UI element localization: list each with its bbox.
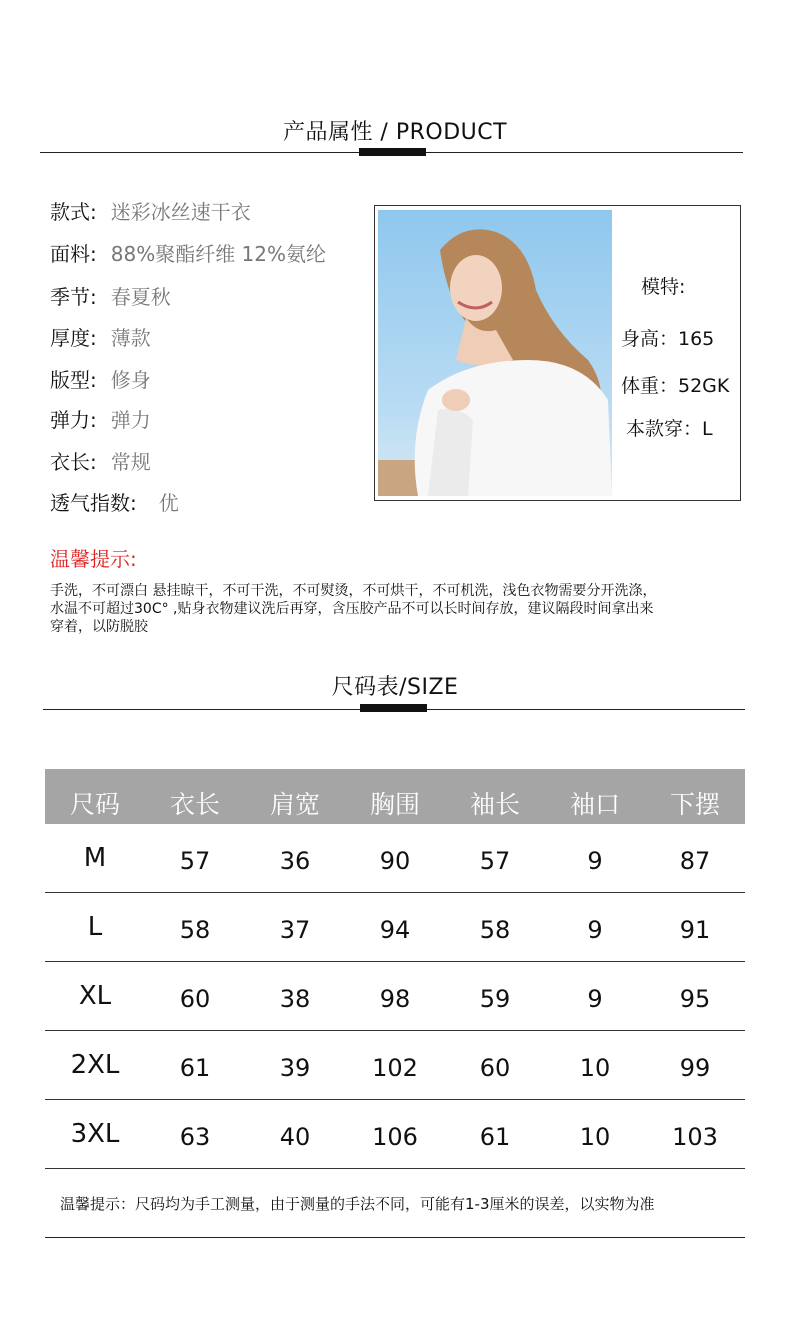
model-info-box: [374, 205, 741, 501]
header-length: 衣长: [169, 790, 220, 819]
cell-value: 99: [679, 1054, 711, 1082]
model-photo: [378, 210, 612, 496]
attr-label: 季节:: [50, 285, 97, 309]
cell-value: 60: [179, 985, 211, 1013]
cell-value: 90: [379, 847, 411, 875]
care-tips-line: 手洗，不可漂白 悬挂晾干，不可干洗，不可熨烫，不可烘干，不可机洗，浅色衣物需要分开洗涤，: [50, 583, 657, 599]
attr-fabric: [50, 238, 326, 267]
attr-thickness: [50, 322, 151, 351]
attr-value: 常规: [110, 450, 151, 474]
cell-value: 40: [279, 1123, 311, 1151]
cell-value: 10: [579, 1123, 611, 1151]
care-tips-line: 水温不可超过30C° ,贴身衣物建议洗后再穿，含压胶产品不可以长时间存放，建议隔段时间拿出来: [50, 601, 654, 617]
cell-size: 3XL: [70, 1119, 120, 1149]
product-section-title: 产品属性 / PRODUCT: [282, 120, 508, 145]
size-divider-accent: [360, 704, 427, 712]
cell-value: 106: [372, 1123, 418, 1151]
size-table: [45, 769, 745, 1169]
size-table-header: [45, 769, 745, 824]
cell-size: M: [83, 843, 107, 873]
header-chest: 胸围: [369, 790, 420, 819]
cell-value: 91: [679, 916, 711, 944]
attr-value: 修身: [110, 368, 151, 392]
cell-value: 9: [587, 916, 603, 944]
attr-label: 版型:: [50, 368, 97, 392]
model-title: 模特:: [641, 276, 686, 298]
cell-value: 61: [179, 1054, 211, 1082]
attr-season: [50, 281, 171, 310]
table-row: [45, 1100, 745, 1169]
cell-value: 98: [379, 985, 411, 1013]
cell-value: 60: [479, 1054, 511, 1082]
measurement-note: 温馨提示：尺码均为手工测量，由于测量的手法不同，可能有1-3厘米的误差，以实物为准: [60, 1195, 655, 1213]
attr-label: 面料:: [50, 242, 97, 266]
header-cuff: 袖口: [569, 790, 620, 819]
header-size: 尺码: [69, 790, 120, 819]
cell-size: 2XL: [70, 1050, 120, 1080]
table-row: [45, 824, 745, 893]
cell-value: 36: [279, 847, 311, 875]
model-size-worn: 本款穿：L: [626, 418, 713, 440]
cell-value: 37: [279, 916, 311, 944]
cell-value: 57: [479, 847, 511, 875]
cell-value: 58: [179, 916, 211, 944]
care-tips-line: 穿着，以防脱胶: [50, 619, 148, 635]
cell-value: 58: [479, 916, 511, 944]
table-row: [45, 962, 745, 1031]
attr-label: 款式:: [50, 200, 97, 224]
cell-value: 87: [679, 847, 711, 875]
attr-breathability: [50, 487, 179, 516]
cell-value: 9: [587, 985, 603, 1013]
cell-value: 94: [379, 916, 411, 944]
attr-value: 迷彩冰丝速干衣: [110, 200, 251, 224]
header-shoulder: 肩宽: [269, 790, 320, 819]
attr-label: 透气指数:: [50, 491, 137, 515]
cell-value: 10: [579, 1054, 611, 1082]
model-weight: 体重：52GK: [621, 375, 730, 397]
table-row: [45, 1031, 745, 1100]
attr-label: 衣长:: [50, 450, 97, 474]
cell-size: L: [87, 912, 103, 942]
header-hem: 下摆: [669, 790, 720, 819]
attr-value: 弹力: [110, 408, 151, 432]
cell-value: 38: [279, 985, 311, 1013]
size-section-title: 尺码表/SIZE: [331, 675, 459, 700]
cell-value: 63: [179, 1123, 211, 1151]
cell-value: 57: [179, 847, 211, 875]
cell-value: 95: [679, 985, 711, 1013]
model-height: 身高：165: [621, 328, 715, 350]
cell-value: 59: [479, 985, 511, 1013]
attr-style: [50, 196, 251, 225]
cell-value: 103: [672, 1123, 718, 1151]
attr-label: 弹力:: [50, 408, 97, 432]
cell-value: 39: [279, 1054, 311, 1082]
footer-divider: [45, 1237, 745, 1238]
care-tips-title: 温馨提示:: [50, 547, 137, 571]
attr-elasticity: [50, 404, 151, 433]
attr-value: 88%聚酯纤维 12%氨纶: [110, 242, 327, 266]
attr-value: 春夏秋: [110, 285, 171, 309]
attr-fit: [50, 364, 151, 393]
care-tips-text: [50, 582, 750, 636]
cell-value: 102: [372, 1054, 418, 1082]
cell-value: 61: [479, 1123, 511, 1151]
header-sleeve-length: 袖长: [469, 790, 520, 819]
attr-value: 薄款: [110, 326, 151, 350]
cell-size: XL: [78, 981, 112, 1011]
table-row: [45, 893, 745, 962]
attr-value: 优: [158, 491, 179, 515]
attr-label: 厚度:: [50, 326, 97, 350]
cell-value: 9: [587, 847, 603, 875]
product-divider-accent: [359, 148, 426, 156]
attr-length: [50, 446, 151, 475]
